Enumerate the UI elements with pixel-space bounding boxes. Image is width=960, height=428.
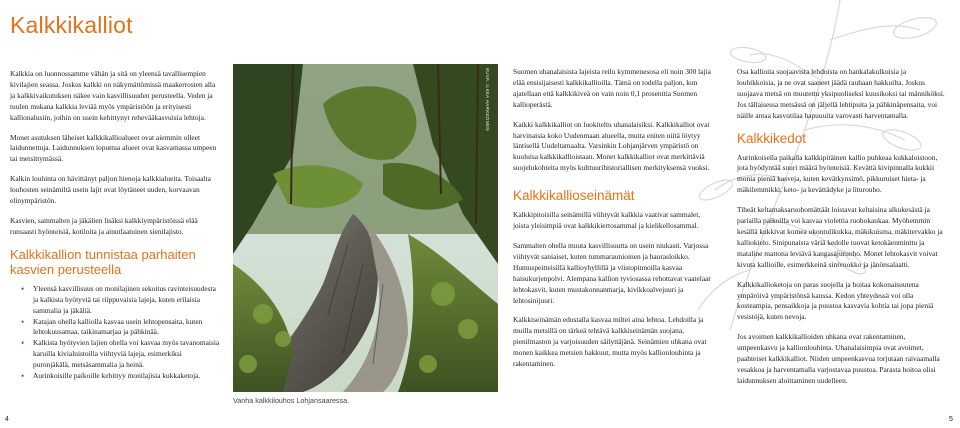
left-page-number: 4: [5, 416, 9, 423]
protective-forest-paragraph: Osa kallioita suojaavista lehdoista on hankalakulkuisia ja louhikkoisia, ja ne ovat saaneet jäädä rauhaan hakkuilta. Joskus suojaava metsä on muutettu yksipuoliseksi kuusikoksi tai männiköksi. Jos tällaisessa metsässä on jäljellä lehtipuita ja pähkinäpensaita, voi näille antaa kasvutilaa hapuuuita varovasti harventamalla.: [737, 67, 945, 120]
meadows-spring-paragraph: Aurinkoisella paikalla kalkkipitäinen kallio puhkeaa kukkaloistoon, jota hyödyntää suuri määrä hyönteisiä. Kevättä kivipinnalla kukkii monia pieniä kasveja, kuten kevätkynsimö, pikkuruiset hieta- ja mäkilemmikki, keto- ja kevättädyke ja liturouho.: [737, 152, 938, 195]
meadows-summer-paragraph: Tiheät keltamaksaruohomättäät loistavat keltaisina alkukesästä ja pariailla paikoilla voi kasvaa violettia ruohokaukaa. Myöhemmin kesällä kukkivat komea ukontulikukka, mäkikuisma, mäkitervakko ja kalliokielo. Sinipunaista väriä kedolle tuovat ketokäenminttu ja mataline mattona leviävä kangasajuruoho. Monet lehtokasvit voivat kivuta kallioille, esimerkkeinä sinivuokko ja jänönsalaatti.: [737, 205, 943, 269]
walls-heading: Kalkkikallioseinämät: [513, 188, 635, 204]
photo-caption: Vanha kalkkilouhos Lohjansaaressa.: [233, 396, 350, 405]
middle-text-column: [513, 67, 717, 379]
bullet-item: • Aurinkoisille paikoille kehittyy monilajisia kukkaketoja.: [33, 371, 220, 382]
bullet-item: • Kalkista hyötyvien lajien ohella voi kasvaa myös tavanomaisia karuilla kivialuistoilla viihtyviä lajeja, esimerkiksi puronjäkälä, metsäsammalia ja heinä.: [33, 338, 220, 371]
species-paragraph: Kasvien, sammalten ja jäkälien lisäksi kalkkiympäristöissä elää runsaasti hyönteisiä, kotiloita ja ainutlaatuinen sienilajisto.: [10, 215, 198, 236]
quarrying-paragraph: Kalkin louhinta on hävittänyt paljon hienoja kalkkialueita. Toisaalta louhosten seinämiltä usein lajit ovat löytäneet uuden, korvaavan elinympäristön.: [10, 174, 211, 206]
classification-paragraph: Kaikki kalkkikalliot on luokiteltu uhanalaisiksi. Kalkkikalliot ovat harvinaisia koko Uudenmaan alueella, mutta eniten niitä löytyy läntisellä Uudeltamaalta. Varsinkin Lohjanjärven ympäristö on kuuluisa kalkkikallioistaan. Monet kalkkikalliot ovat merkittäviä suojelukohteita myös kulttuurihistoriallisen merkityksensä vuoksi.: [513, 119, 710, 173]
endangered-paragraph: Suomen uhanalaisista lajeista reilu kymmenesosa eli noin 300 lajia elää ensisijaisesti kalkkikallioilla. Tämä on todella paljon, kun ajatellaan että kalkkikiveä on vain noin 0,1 prosenttia Suomen kallioperästä.: [513, 67, 711, 109]
intro-paragraph: Kalkkia on luonnossamme vähän ja sitä on yleensä tavallisempien kivilajien seassa. Joskus kalkki on näkymättömissä maakerrosten alla ja kalkkivaikutuksen näkee vain kasvillisuuden perusteella. Veden ja tuulen mukana kalkkia leviää myös ympäristöön ja erityisesti kallionalusiin, joihin on usein kehittynyt rehevääkasvuisia lehtoja.: [10, 69, 216, 122]
meadows-heading: Kalkkikedot: [737, 130, 807, 146]
right-page-number: 5: [949, 416, 953, 423]
identification-heading: Kalkkikallion tunnistaa parhaiten kasvien perusteella: [10, 246, 196, 277]
page-title: Kalkkikalliot: [10, 12, 133, 38]
meadows-protection-paragraph: Kalkkikallioketoja on paras suojella ja hoitaa kokonaisuutena ympäröivä ympäristönsä kanssa. Kedon yhteydessä voi olla kosteampia, pensaikkoja ja puustoa kasvavia kohtia tai jopa pieniä vesistöjä, kuten nevoja.: [737, 279, 934, 322]
quarry-photo: [233, 64, 498, 392]
bullet-item: • Yleensä kasvillisuus on monilajinen sekoitus ravinteisuudesta ja kalkista hyötyviä tai riippuvaisia lajeja, kuten erilaisia sammalia ja jäkäliä.: [33, 284, 220, 317]
walls-vegetation-paragraph: Sammalten ohella muuta kasvillisuutta on usein niukasti. Varjossa viihtyvät saniaiset, kuten tummaraunioinen ja haurasloikko. Humuspeitteisillä kallioyhyllillä ja viistopinnoilla kasvaa haisukurjenpolvi. Alempana kallion tyviosassa rehottavat vaatelaat lehtokasvit, kuten mustakonnanmarja, kivikkoalvejuuri ja lehtosinijuuri.: [513, 240, 711, 305]
meadows-threats-paragraph: Jos avoimen kalkkikallioiden uhkana ovat rakentaminen, umpeenkasvu ja kallionlouhinta. Uhanalaisimpia ovat avoimet, paahteiset kalkkikalliot. Niiden umpeenkasvua torjutaan raivaamalla vesakkoa ja harventamalla varjostavaa puustoa. Parasta hoitoa olisi laidunnuksen aloittaminen uudelleen.: [737, 332, 940, 385]
identification-bullet-list: [10, 284, 220, 382]
photo-credit: KUVA: ILKKA HARKKONEN: [485, 68, 490, 131]
right-text-column: [737, 67, 945, 396]
left-text-column: [10, 69, 220, 382]
grazing-paragraph: Monet asutuksen läheiset kalkkikallioalueet ovat aiemmin olleet laidunnettuja. Laidunnuksen loputtua alueet ovat kasvamassa umpeen tai metsittymässä.: [10, 132, 217, 164]
walls-mosses-paragraph: Kalkkipitoisilla seinämillä viihtyvät kalkkia vaativat sammalet, joista yleisimpiä ovat kalkkikiertosammal ja kielikellosammal.: [513, 210, 701, 231]
walls-forest-paragraph: Kalkkiseinämän edustalla kasvaa miltei aina lehtoa. Lehdoilla ja muilla metsillä on tärkeä tehtävä kalkkiseinämän suojana, pienilmaston ja varjoisuuden säilyttäjänä. Seinämien uhkana ovat monen kaikkea metsien hakkuut, mutta myös kallionlouhinta ja rakentaminen.: [513, 315, 707, 369]
bullet-item: • Katajan ohella kalliolla kasvaa usein lehtopensaita, kuten lehtokuusamaa, taikinamarjaa ja pähkinää.: [33, 317, 220, 339]
